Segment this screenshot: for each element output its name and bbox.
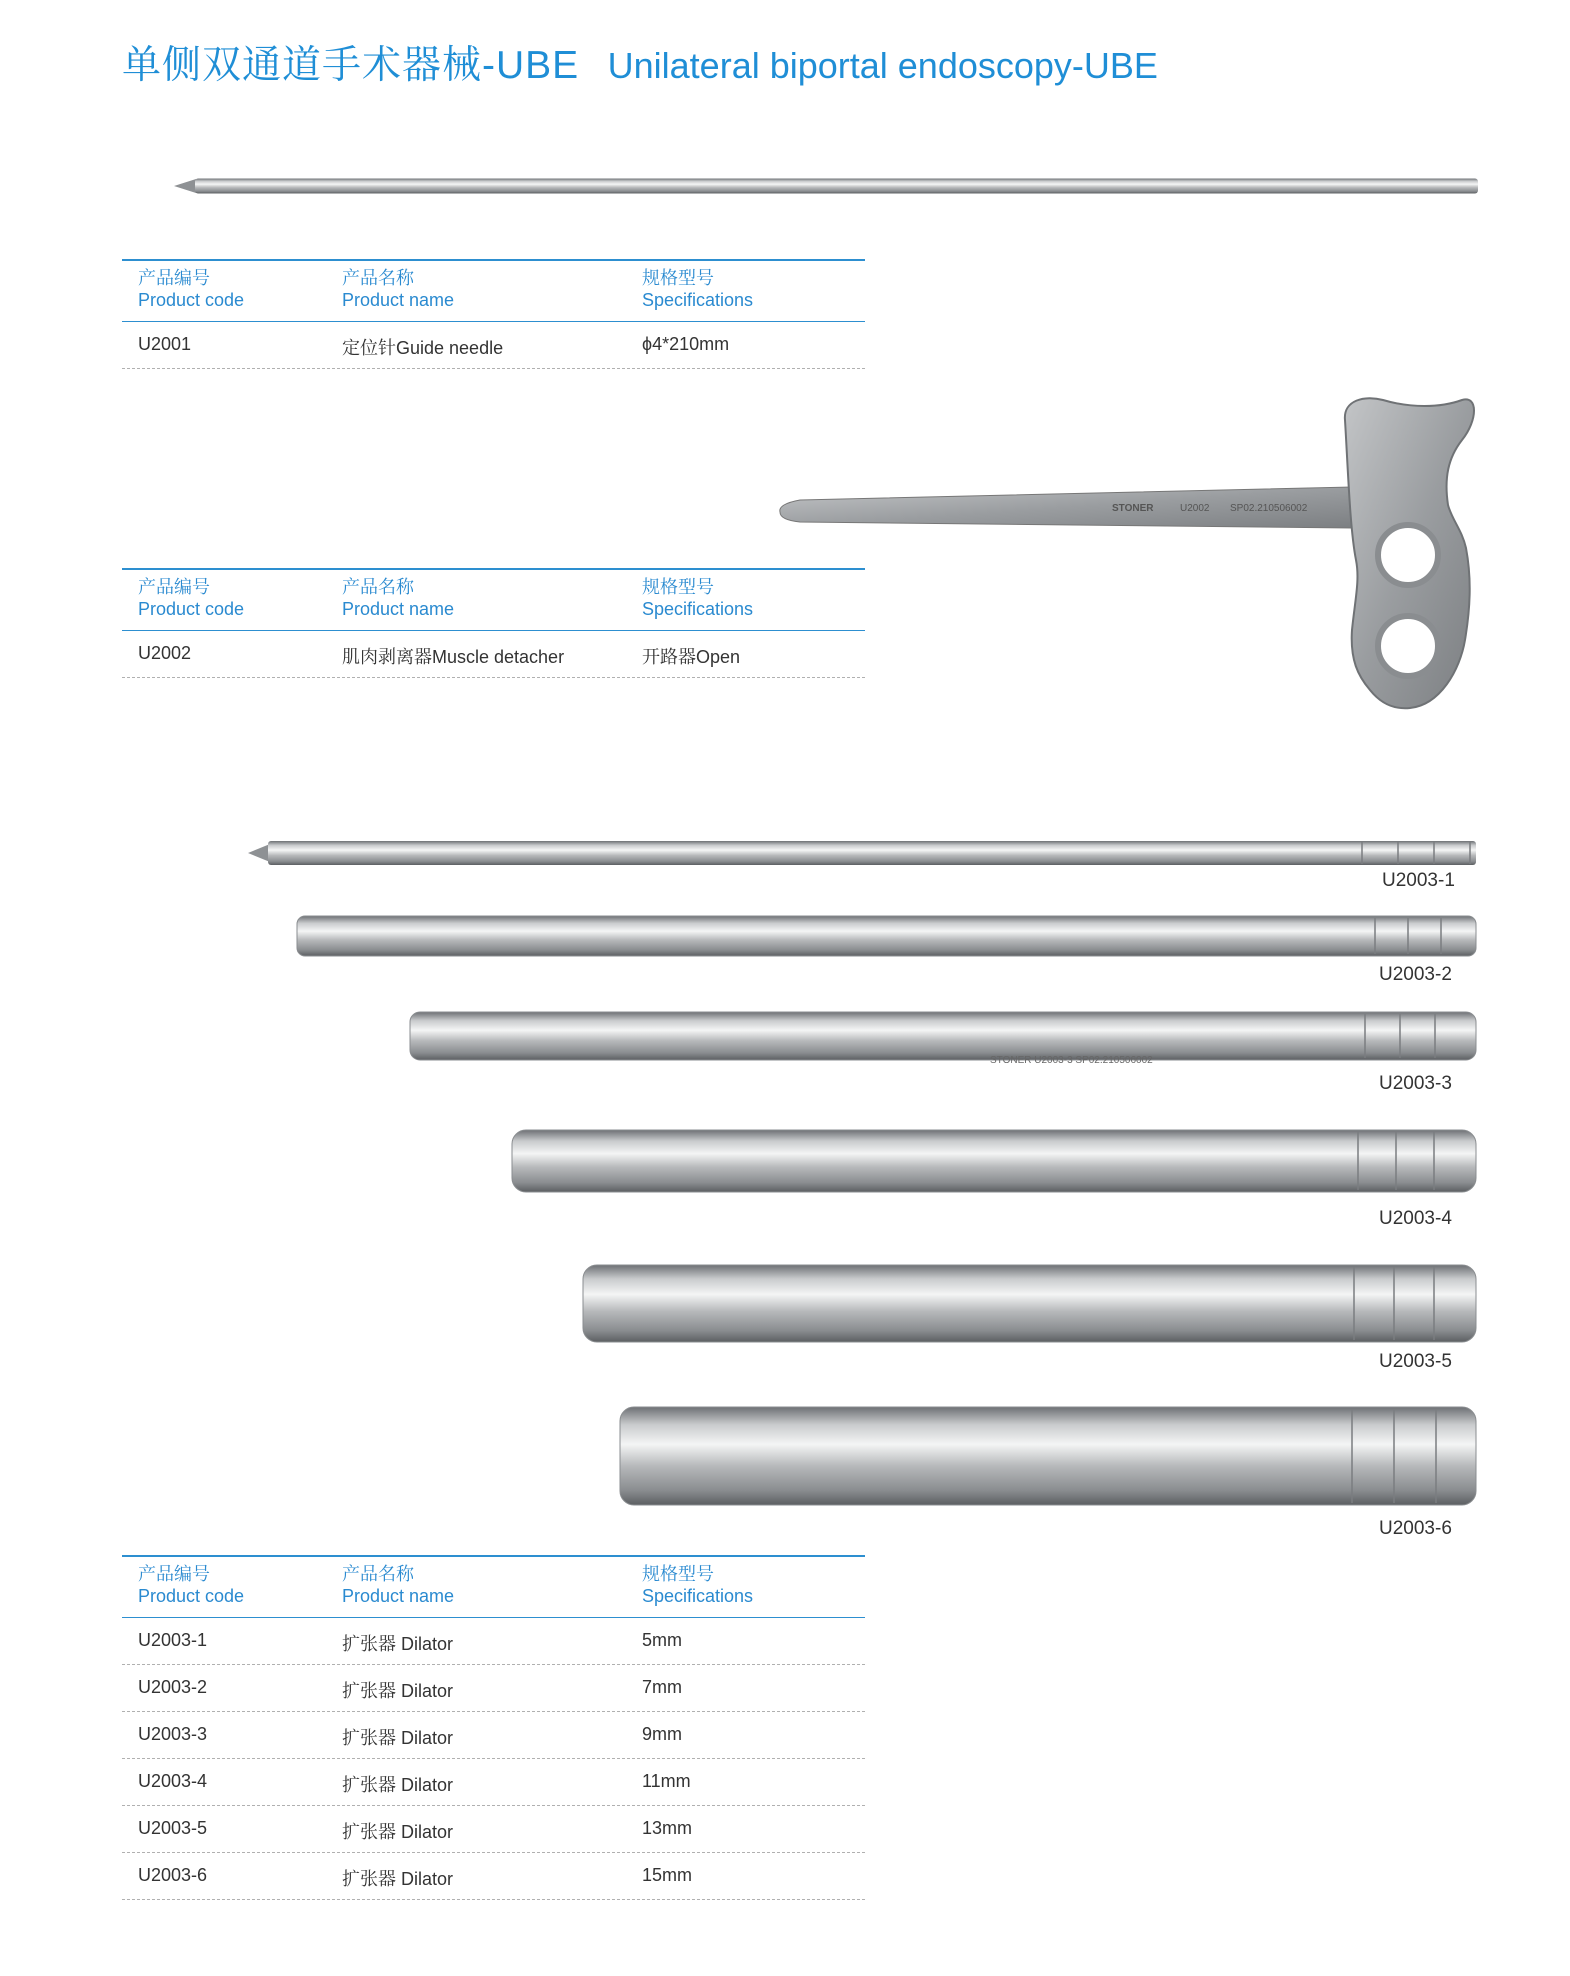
dilator-3-image — [410, 1012, 1476, 1066]
table-row: U2003-4 扩张器 Dilator 11mm — [122, 1759, 865, 1806]
header-product-code: 产品编号 Product code — [138, 1564, 245, 1606]
spec-table-muscle-detacher — [122, 568, 865, 678]
dilator-6-label: U2003-6 — [1379, 1518, 1452, 1539]
table-row: U2003-3 扩张器 Dilator 9mm — [122, 1712, 865, 1759]
dilator-2-label: U2003-2 — [1379, 964, 1452, 985]
table-row: U2003-1 扩张器 Dilator 5mm — [122, 1618, 865, 1665]
muscle-detacher-image — [780, 398, 1474, 708]
spec-table-guide-needle — [122, 259, 865, 369]
dilator-5-image — [583, 1265, 1476, 1342]
dilator-3-label: U2003-3 — [1379, 1073, 1452, 1094]
guide-needle-image — [174, 179, 1478, 194]
dilator-1-image — [248, 841, 1476, 865]
dilator-4-image — [512, 1130, 1476, 1192]
table-row: U2001 定位针Guide needle ϕ4*210mm — [122, 322, 865, 369]
header-specifications: 规格型号 Specifications — [642, 577, 754, 619]
title-chinese: 单侧双通道手术器械-UBE — [122, 44, 580, 87]
header-specifications: 规格型号 Specifications — [642, 1564, 754, 1606]
table-header — [122, 568, 865, 631]
dilator-5-label: U2003-5 — [1379, 1351, 1452, 1372]
table-row: U2003-6 扩张器 Dilator 15mm — [122, 1853, 865, 1900]
table-row: U2003-5 扩张器 Dilator 13mm — [122, 1806, 865, 1853]
table-row: U2002 肌肉剥离器Muscle detacher 开路器Open — [122, 631, 865, 678]
header-specifications: 规格型号 Specifications — [642, 268, 754, 310]
header-product-name: 产品名称 Product name — [342, 577, 455, 619]
header-product-code: 产品编号 Product code — [138, 577, 245, 619]
title-english: Unilateral biportal endoscopy-UBE — [607, 45, 1158, 86]
table-header — [122, 259, 865, 322]
spec-table-dilators — [122, 1555, 865, 1900]
header-product-code: 产品编号 Product code — [138, 268, 245, 310]
dilator-3-engraving: STONER U2003-3 SP02.210506002 — [990, 1055, 1153, 1066]
detacher-code: U2002 — [1180, 503, 1210, 514]
detacher-serial: SP02.210506002 — [1230, 503, 1308, 514]
dilator-6-image — [620, 1407, 1476, 1505]
dilator-1-label: U2003-1 — [1382, 870, 1455, 891]
table-header — [122, 1555, 865, 1618]
dilator-4-label: U2003-4 — [1379, 1208, 1452, 1229]
detacher-brand: STONER — [1112, 503, 1154, 514]
header-product-name: 产品名称 Product name — [342, 268, 455, 310]
dilator-2-image — [297, 916, 1476, 956]
header-product-name: 产品名称 Product name — [342, 1564, 455, 1606]
table-row: U2003-2 扩张器 Dilator 7mm — [122, 1665, 865, 1712]
